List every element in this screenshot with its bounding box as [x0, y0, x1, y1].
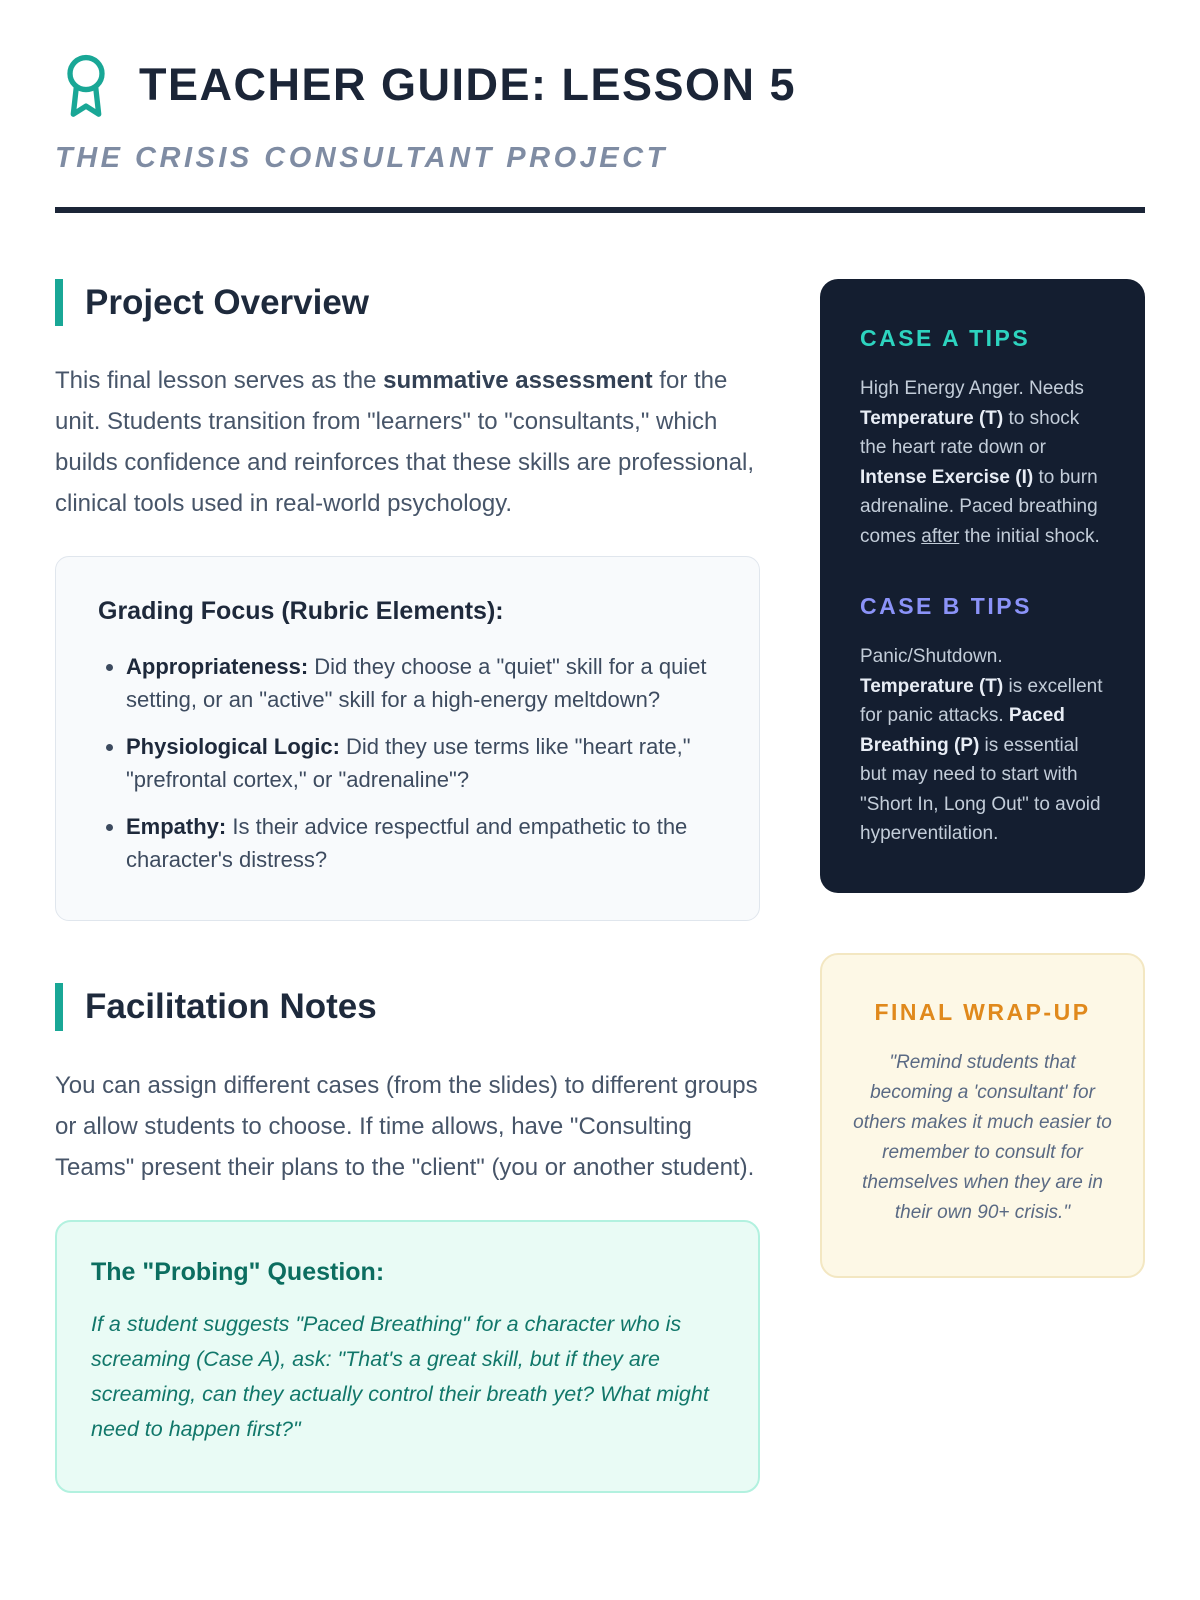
section-facilitation-notes	[55, 983, 760, 1492]
grading-focus-title: Grading Focus (Rubric Elements):	[98, 597, 504, 626]
award-ribbon-icon	[55, 52, 117, 118]
grading-item-appropriateness: • Appropriateness: Did they choose a "quiet" skill for a quiet setting, or an "active" skill for a high-energy meltdown?	[126, 650, 717, 716]
page-header	[55, 52, 1145, 118]
probing-question-box	[55, 1220, 760, 1493]
case-b-tips-heading: CASE B TIPS	[860, 593, 1032, 619]
final-wrapup-card	[820, 953, 1145, 1278]
sidebar	[820, 279, 1145, 1278]
case-tips-card	[820, 279, 1145, 893]
case-a-tips-body: High Energy Anger. Needs Temperature (T) to shock the heart rate down or Intense Exercise (I) to burn adrenaline. Paced breathing comes after the initial shock.	[860, 378, 1100, 547]
header-divider	[55, 207, 1145, 213]
content-columns	[55, 279, 1145, 1493]
final-wrapup-heading: FINAL WRAP-UP	[874, 998, 1091, 1025]
probing-question-title: The "Probing" Question:	[91, 1257, 385, 1286]
facilitation-notes-heading: Facilitation Notes	[55, 983, 760, 1030]
case-a-tips-heading: CASE A TIPS	[860, 325, 1031, 351]
probing-question-body: If a student suggests "Paced Breathing" for a character who is screaming (Case A), ask: "That's a great skill, but if they are screaming, can they actually control their breath yet? What might need to happen first?"	[91, 1311, 709, 1441]
section-project-overview	[55, 279, 760, 921]
project-overview-heading: Project Overview	[55, 279, 760, 326]
project-overview-intro: This final lesson serves as the summative assessment for the unit. Students transition from "learners" to "consultants," which builds confidence and reinforces that these skills are professional, clinical tools used in real-world psychology.	[55, 367, 755, 518]
grading-item-physiological-logic: • Physiological Logic: Did they use terms like "heart rate," "prefrontal cortex," or "adrenaline"?	[126, 730, 717, 796]
page-subtitle: THE CRISIS CONSULTANT PROJECT	[55, 142, 668, 174]
grading-item-empathy: • Empathy: Is their advice respectful and empathetic to the character's distress?	[126, 810, 717, 876]
grading-focus-list	[98, 650, 717, 876]
grading-focus-box	[55, 556, 760, 921]
page-title: TEACHER GUIDE: LESSON 5	[139, 59, 797, 110]
facilitation-notes-paragraph: You can assign different cases (from the slides) to different groups or allow students to choose. If time allows, have "Consulting Teams" present their plans to the "client" (you or another student).	[55, 1071, 758, 1181]
final-wrapup-body: "Remind students that becoming a 'consultant' for others makes it much easier to remember to consult for themselves when they are in their own 90+ crisis."	[853, 1051, 1112, 1223]
case-b-tips-body: Panic/Shutdown. Temperature (T) is excellent for panic attacks. Paced Breathing (P) is essential but may need to start with "Short In, Long Out" to avoid hyperventilation.	[860, 646, 1103, 844]
main-column	[55, 279, 760, 1493]
